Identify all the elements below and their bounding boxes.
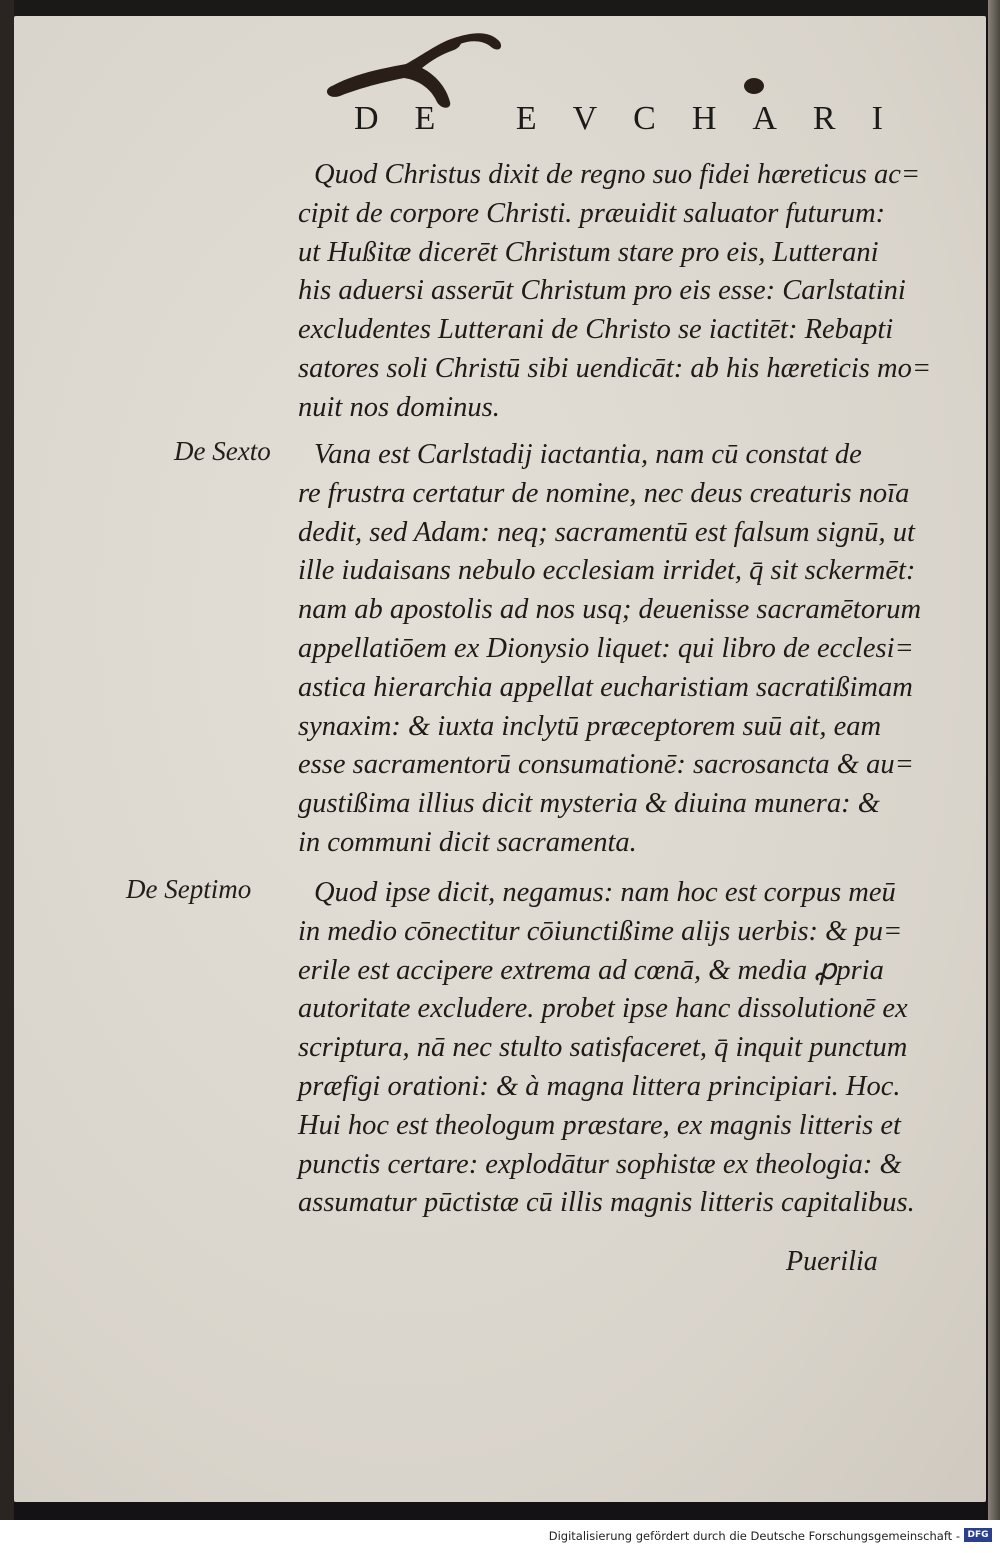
page-header: DE EVCHARI <box>354 100 919 137</box>
text-line: erile est accipere extrema ad cœnā, & media ꝓpria <box>298 954 884 986</box>
scan-border-right <box>988 0 1000 1520</box>
text-line: autoritate excludere. probet ipse hanc dissolutionē ex <box>298 993 908 1025</box>
text-line: re frustra certatur de nomine, nec deus creaturis noīa <box>298 477 910 509</box>
text-line: in communi dicit sacramenta. <box>298 826 637 858</box>
footer-bar <box>0 1520 1000 1553</box>
text-line: satores soli Christū sibi uendicāt: ab his hæreticis mo= <box>298 352 932 384</box>
catchword: Puerilia <box>786 1246 878 1277</box>
book-page <box>14 16 986 1502</box>
text-line: astica hierarchia appellat eucharistiam sacratißimam <box>298 671 913 703</box>
margin-note-sexto: De Sexto <box>174 436 271 466</box>
text-line: synaxim: & iuxta inclytū præceptorem suū ait, eam <box>298 710 882 742</box>
text-line: cipit de corpore Christi. præuidit saluator futurum: <box>298 197 886 229</box>
paragraph-1 <box>298 156 958 428</box>
text-line: nuit nos dominus. <box>298 391 500 423</box>
text-line: assumatur pūctistæ cū illis magnis litteris capitalibus. <box>298 1187 915 1219</box>
text-line: nam ab apostolis ad nos usq; deuenisse sacramētorum <box>298 594 922 626</box>
text-line: Quod ipse dicit, negamus: nam hoc est corpus meū <box>314 877 896 908</box>
text-line: præfigi orationi: & à magna littera principiari. Hoc. <box>298 1070 901 1102</box>
text-line: punctis certare: explodātur sophistæ ex theologia: & <box>298 1148 902 1180</box>
scan-border-left <box>0 0 14 1520</box>
text-line: Vana est Carlstadij iactantia, nam cū constat de <box>314 439 862 470</box>
text-line: appellatiōem ex Dionysio liquet: qui libro de ecclesi= <box>298 632 914 664</box>
text-line: Quod Christus dixit de regno suo fidei hæreticus ac= <box>314 159 921 190</box>
funding-notice: Digitalisierung gefördert durch die Deutsche Forschungsgemeinschaft - <box>548 1529 960 1543</box>
paragraph-2 <box>298 436 958 863</box>
text-line: excludentes Lutterani de Christo se iactitēt: Rebapti <box>298 314 894 346</box>
text-line: esse sacramentorū consumationē: sacrosancta & au= <box>298 749 914 781</box>
text-line: scriptura, nā nec stulto satisfaceret, q̄ inquit punctum <box>298 1032 908 1064</box>
text-line: in medio cōnectitur cōiunctißime alijs uerbis: & pu= <box>298 915 903 947</box>
text-line: ut Hußitæ dicerēt Christum stare pro eis, Lutterani <box>298 236 879 268</box>
text-line: gustißima illius dicit mysteria & diuina munera: & <box>298 788 880 820</box>
text-line: his aduersi asserūt Christum pro eis esse: Carlstatini <box>298 275 906 307</box>
paragraph-3 <box>298 874 958 1223</box>
margin-note-septimo: De Septimo <box>126 874 252 904</box>
text-line: Hui hoc est theologum præstare, ex magnis litteris et <box>298 1109 901 1141</box>
dfg-logo-icon: DFG <box>964 1528 992 1542</box>
text-line: ille iudaisans nebulo ecclesiam irridet, q̄ sit sckermēt: <box>298 555 916 587</box>
text-line: dedit, sed Adam: neq; sacramentū est falsum signū, ut <box>298 516 915 548</box>
